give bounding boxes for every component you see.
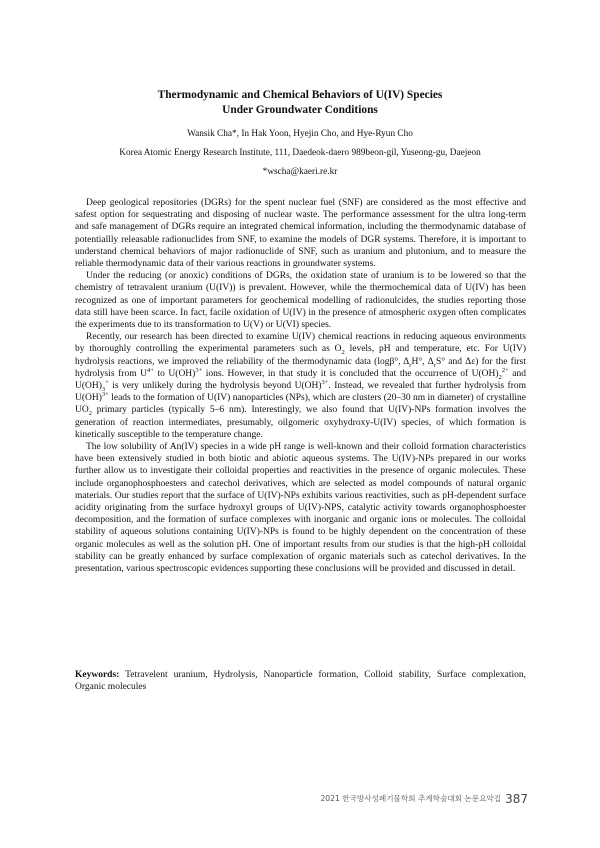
subscript: 2 bbox=[88, 410, 92, 418]
paragraph-2: Under the reducing (or anoxic) conditions of DGRs, the oxidation state of uranium is to be lowered so that the chemistry of tetravalent uranium (U(IV)) is prevalent. However, while the thermochemical data of U(IV) has been recognized as one of important parameters for geochemical modelling of radionulcides, the studies reporting those data still have been scarce. In fact, facile oxidation of U(IV) in the presence of atmospheric oxygen often complicates the experiments due to its transformation to U(V) or U(VI) species. bbox=[75, 271, 526, 331]
text-run: H°, Δ bbox=[411, 356, 434, 367]
paper-title bbox=[40, 88, 560, 117]
paragraph-1: Deep geological repositories (DGRs) for the spent nuclear fuel (SNF) are considered as the most effective and safest option for sequestrating and disposing of nuclear waste. The performance assessment for the ultra long-term and safe management of DGRs require an integrated chemical information, including the thermodynamic database of potentiallly releasable radionuclides from SNF, to examine the models of DGR systems. Therefore, it is important to understand chemical behaviors of major radionuclide of SNF, such as uranium and plutonium, and to measure the reliable thermodynamic data of their various reactions in groundwater systems. bbox=[75, 198, 526, 270]
text-run: primary particles (typically 5–6 nm). Interestingly, we also found that U(IV)-NPs formation involves the generation of reaction intermediates, presumably, oilgomeric oxyhydroxy-U(IV) species, of which formation is kinetically susceptible to the temperature change. bbox=[75, 405, 526, 440]
keywords-label: Keywords: bbox=[75, 670, 120, 680]
subscript: r bbox=[433, 361, 436, 369]
proceedings-name: 2021 한국방사성폐기물학회 추계학술대회 논문요약집 bbox=[320, 794, 502, 803]
title-line-2: Under Groundwater Conditions bbox=[222, 103, 378, 116]
superscript: 3+ bbox=[195, 366, 203, 374]
superscript: 4+ bbox=[147, 366, 154, 374]
text-run: to U(OH) bbox=[153, 368, 196, 379]
paragraph-3 bbox=[75, 331, 526, 441]
superscript: 3+ bbox=[321, 378, 329, 386]
title-line-1: Thermodynamic and Chemical Behaviors of U(IV) Species bbox=[157, 89, 443, 101]
text-run: ions. However, in that study it is concluded that the occurrence of U(OH) bbox=[202, 368, 499, 379]
text-run: and U(OH) bbox=[75, 368, 526, 392]
superscript: 2+ bbox=[501, 366, 509, 374]
subscript: r bbox=[409, 361, 412, 369]
superscript: + bbox=[105, 378, 109, 386]
text-run: levels, pH and temperature, etc. For U(IV) hydrolysis reactions, we improved the reliability of the thermodynamic data (logβ°, Δ bbox=[75, 344, 526, 367]
page-number: 387 bbox=[505, 791, 528, 806]
text-run: is very unlikely during the hydrolysis beyond U(OH) bbox=[108, 381, 322, 392]
keywords-text: Tetravelent uranium, Hydrolysis, Nanoparticle formation, Colloid stability, Surface complexation, Organic molecules bbox=[75, 670, 526, 693]
page-footer bbox=[320, 788, 528, 807]
keywords bbox=[75, 669, 526, 693]
subscript: 3 bbox=[101, 385, 106, 393]
paragraph-4: The low solubility of An(IV) species in a wide pH range is well-known and their colloid formation characteristics have been extensively studied in both biotic and abiotic aqueous systems. The U(IV)-NPs prepared in our works further allow us to investigate their colloidal properties and reactivities in the presence of organic molecules. These include organophosphoesters and catechol derivatives, which are selected as model compounds of natural organic materials. Our studies report that the surface of U(IV)-NPs exhibits various reactivities, such as pH-dependent surface acidity originating from the surface hydroxyl groups of U(IV)-NPS, catalytic activity towards organophosphoester decomposition, and the formation of surface complexes with inorganic and organic ions or molecules. The colloidal stability of aqueous solutions containing U(IV)-NPs is found to be highly dependent on the concentration of these organic molecules as well as the solution pH. One of important results from our studies is that the high-pH colloidal stability can be greatly enhanced by surface complexation of organic materials such as catechol derivatives. In the presentation, various spectroscopic evidences supporting these conclusions will be provided and discussed in detail. bbox=[75, 442, 526, 575]
corresponding-email: *wscha@kaeri.re.kr bbox=[262, 167, 338, 177]
text-run: Recently, our research has been directed to examine U(IV) chemical reactions in reducing aqueous environments by thoroughly controlling the experimental parameters such as O bbox=[75, 332, 526, 355]
superscript: 3+ bbox=[101, 391, 109, 399]
subscript: 2 bbox=[341, 349, 345, 357]
author-list: Wansik Cha*, In Hak Yoon, Hyejin Cho, and Hye-Ryun Cho bbox=[187, 129, 413, 139]
text-run: . Instead, we revealed that further hydrolysis from U(OH) bbox=[75, 381, 526, 404]
text-run: leads to the formation of U(IV) nanoparticles (NPs), which are clusters (20–30 nm in diameter) of crystalline UO bbox=[75, 393, 526, 416]
author-affiliation: Korea Atomic Energy Research Institute, 111, Daedeok-daero 989beon-gil, Yuseong-gu, Daejeon bbox=[119, 148, 481, 158]
subscript: 2 bbox=[498, 373, 502, 381]
abstract-body bbox=[75, 197, 526, 575]
text-run: S° and Δε) for the first hydrolysis from U bbox=[75, 356, 526, 379]
